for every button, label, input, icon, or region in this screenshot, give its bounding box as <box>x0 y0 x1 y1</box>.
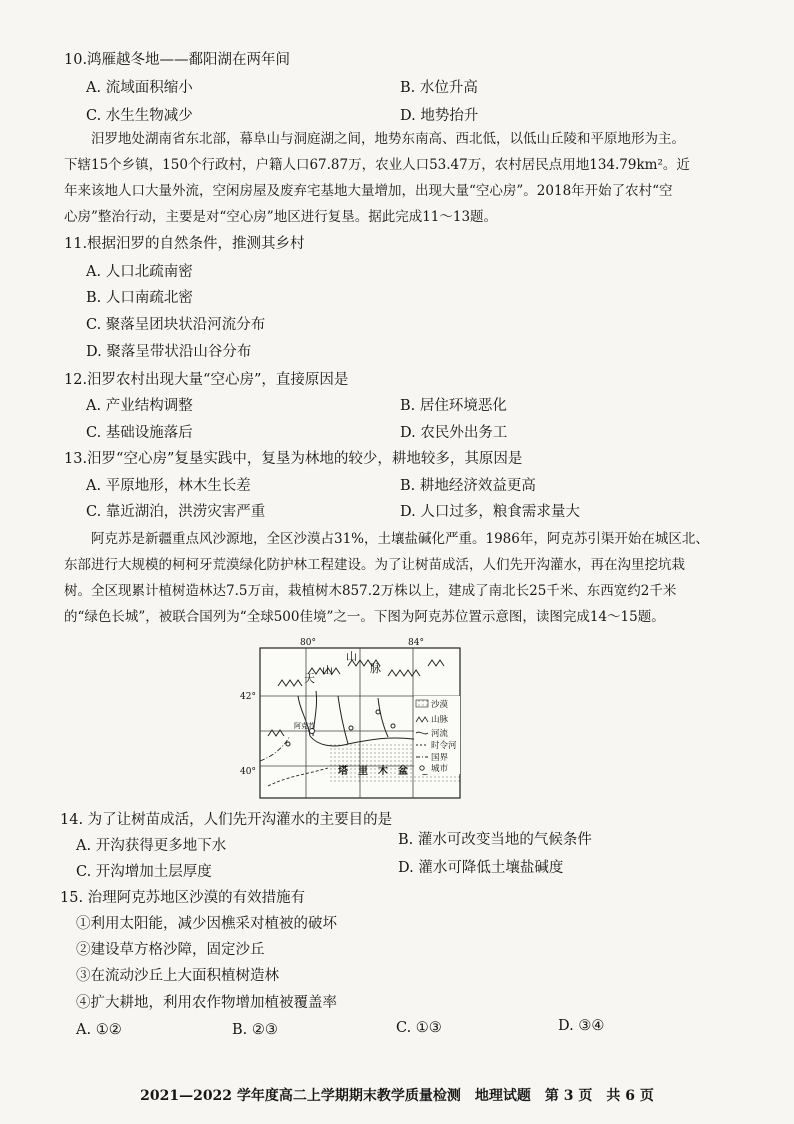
q14-option-b: B. 灌水可改变当地的气候条件 <box>398 832 592 848</box>
q10-option-c: C. 水生生物减少 <box>86 108 193 124</box>
basin-label-char: 里 <box>358 766 368 777</box>
legend-label: 山脉 <box>431 715 449 725</box>
q13-option-d: D. 人口过多，粮食需求量大 <box>400 504 580 520</box>
legend-label: 城市 <box>431 764 449 774</box>
mountain-label-char: 天 <box>304 672 315 685</box>
q15-statement: ④扩大耕地，利用农作物增加植被覆盖率 <box>76 995 337 1011</box>
q12-option-a: A. 产业结构调整 <box>86 398 193 414</box>
passage-miluo-line: 年来该地人口大量外流，空闲房屋及废弃宅基地大量增加，出现大量“空心房”。2018年开始了农村“空 <box>64 183 673 199</box>
q15-statement: ③在流动沙丘上大面积植树造林 <box>76 968 279 984</box>
city-marker <box>376 710 380 714</box>
q15-statement: ①利用太阳能，减少因樵采对植被的破坏 <box>76 916 337 932</box>
question-14-stem: 14. 为了让树苗成活，人们先开沟灌水的主要目的是 <box>60 812 393 828</box>
q15-option-b: B. ②③ <box>232 1022 278 1038</box>
q14-option-a: A. 开沟获得更多地下水 <box>76 838 227 854</box>
q13-option-a: A. 平原地形，林木生长差 <box>86 478 251 494</box>
longitude-80-label: 80° <box>300 638 316 648</box>
question-15-stem: 15. 治理阿克苏地区沙漠的有效措施有 <box>60 890 306 906</box>
city-marker <box>391 724 395 728</box>
mountain-label-char: 山 <box>322 664 333 677</box>
passage-miluo-line: 汨罗地处湖南省东北部，幕阜山与洞庭湖之间，地势东南高、西北低，以低山丘陵和平原地形为主。 <box>91 131 685 147</box>
legend-desert-swatch <box>416 700 428 707</box>
passage-aksu-line: 树。全区现累计植树造林达7.5万亩，栽植树木857.2万株以上，建成了南北长25千米、东西宽约2千米 <box>64 583 677 599</box>
q15-option-c: C. ①③ <box>396 1020 442 1036</box>
q12-option-d: D. 农民外出务工 <box>400 425 508 441</box>
q10-option-d: D. 地势抬升 <box>400 108 479 124</box>
passage-miluo-line: 心房”整治行动，主要是对“空心房”地区进行复垦。据此完成11～13题。 <box>64 209 498 225</box>
q12-option-b: B. 居住环境恶化 <box>400 398 507 414</box>
question-10-stem: 10.鸿雁越冬地——鄱阳湖在两年间 <box>64 52 291 68</box>
city-marker <box>286 742 290 746</box>
legend-label: 沙漠 <box>431 700 449 710</box>
page-footer: 2021—2022 学年度高二上学期期末教学质量检测 地理试题 第 3 页 共 6 页 <box>140 1088 654 1104</box>
legend-label: 国界 <box>431 753 449 763</box>
q10-option-b: B. 水位升高 <box>400 80 478 96</box>
latitude-40-label: 40° <box>240 767 256 777</box>
q13-option-b: B. 耕地经济效益更高 <box>400 478 536 494</box>
q10-option-a: A. 流域面积缩小 <box>86 80 193 96</box>
legend-label: 河流 <box>431 729 449 739</box>
q15-statement: ②建设草方格沙障，固定沙丘 <box>76 942 265 958</box>
q11-option-a: A. 人口北疏南密 <box>86 264 193 280</box>
legend-label: 时令河 <box>431 741 457 751</box>
map-legend <box>414 696 460 774</box>
passage-miluo-line: 下辖15个乡镇，150个行政村，户籍人口67.87万，农业人口53.47万，农村居民点用地134.79km²。近 <box>64 157 690 173</box>
q15-option-a: A. ①② <box>76 1022 122 1038</box>
q14-option-d: D. 灌水可降低土壤盐碱度 <box>398 860 564 876</box>
basin-label-char: 盆 <box>398 766 408 777</box>
q11-option-d: D. 聚落呈带状沿山谷分布 <box>86 344 252 360</box>
city-marker <box>349 726 353 730</box>
q13-option-c: C. 靠近湖泊，洪涝灾害严重 <box>86 504 266 520</box>
legend-city-swatch <box>420 766 424 770</box>
mountain-label-char: 脉 <box>370 662 381 675</box>
passage-aksu <box>64 526 728 630</box>
q11-option-b: B. 人口南疏北密 <box>86 290 193 306</box>
latitude-42-label: 42° <box>240 692 256 702</box>
q15-option-d: D. ③④ <box>558 1018 605 1034</box>
question-12-stem: 12.汨罗农村出现大量“空心房”，直接原因是 <box>64 372 349 388</box>
q11-option-c: C. 聚落呈团块状沿河流分布 <box>86 317 266 333</box>
longitude-84-label: 84° <box>408 638 424 648</box>
aksu-location-map <box>238 636 468 802</box>
passage-aksu-line: 的“绿色长城”，被联合国列为“全球500佳境”之一。下图为阿克苏位置示意图，读图完成14～15题。 <box>64 609 665 625</box>
passage-aksu-line: 阿克苏是新疆重点风沙源地，全区沙漠占31%，土壤盐碱化严重。1986年，阿克苏引渠开始在城区北、 <box>91 531 709 547</box>
basin-label-char: 塔 <box>338 766 348 777</box>
city-aksu-label: 阿克苏 <box>294 722 315 730</box>
mountain-label-char: 山 <box>346 650 357 663</box>
basin-label-char: 木 <box>378 766 388 777</box>
passage-aksu-line: 东部进行大规模的柯柯牙荒漠绿化防护林工程建设。为了让树苗成活，人们先开沟灌水，再在沟里挖坑栽 <box>64 557 685 573</box>
q12-option-c: C. 基础设施落后 <box>86 425 193 441</box>
passage-miluo <box>64 126 728 230</box>
question-11-stem: 11.根据汨罗的自然条件，推测其乡村 <box>64 236 305 252</box>
question-13-stem: 13.汨罗“空心房”复垦实践中，复垦为林地的较少，耕地较多，其原因是 <box>64 451 523 467</box>
q14-option-c: C. 开沟增加土层厚度 <box>76 864 212 880</box>
